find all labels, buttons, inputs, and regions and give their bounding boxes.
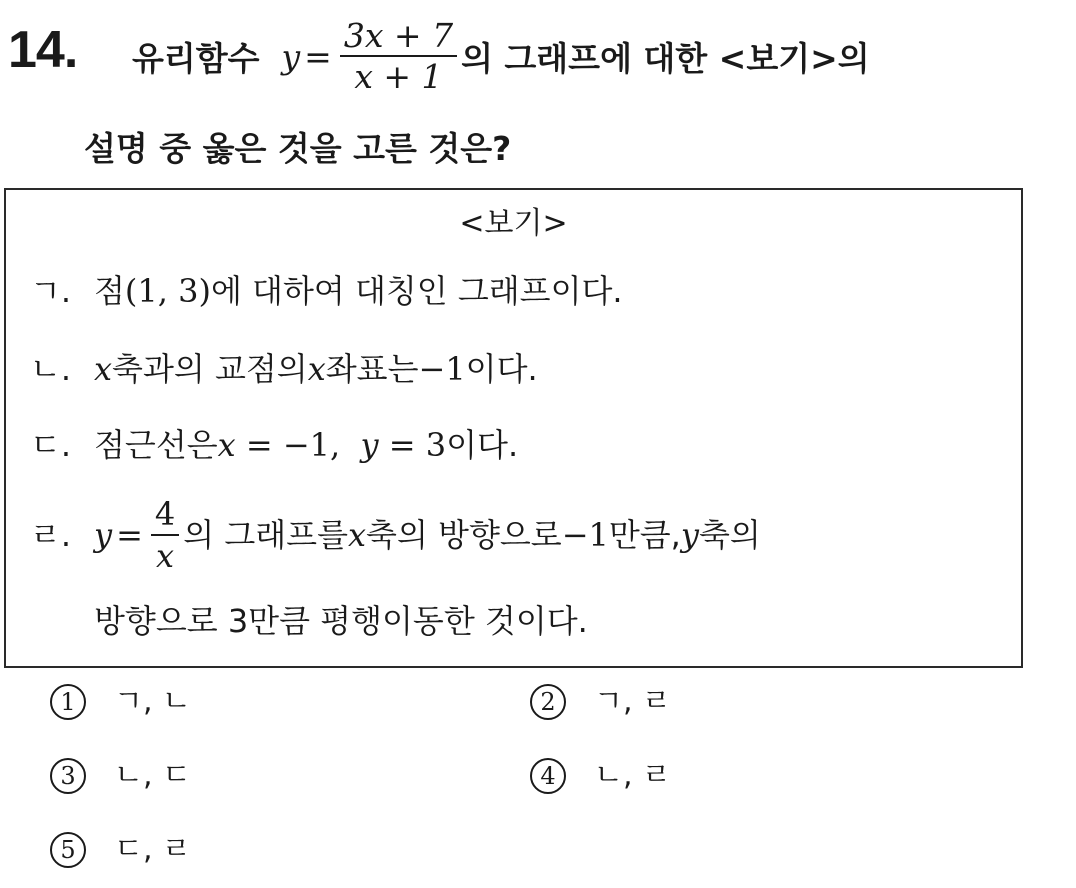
function-equals: = bbox=[304, 36, 332, 76]
choice-2[interactable] bbox=[530, 682, 671, 722]
choice-3[interactable] bbox=[50, 756, 191, 796]
item-math: y bbox=[680, 516, 699, 554]
bogi-box bbox=[4, 188, 1023, 668]
choice-number: 3 bbox=[50, 758, 86, 794]
bogi-item-1 bbox=[30, 268, 623, 314]
item-text: 의 그래프를 bbox=[183, 516, 348, 554]
item-math: −1 bbox=[561, 516, 609, 554]
function-denominator: x + 1 bbox=[354, 57, 443, 96]
item-fraction bbox=[151, 494, 179, 576]
item-text: 축의 방향으로 bbox=[366, 516, 562, 554]
choice-number: 5 bbox=[50, 832, 86, 868]
item-math: (1, 3) bbox=[124, 272, 211, 310]
item-marker: ㄴ. bbox=[30, 350, 72, 388]
bogi-item-4 bbox=[30, 494, 761, 576]
fraction-denominator: x bbox=[156, 537, 175, 575]
item-math: = −1, bbox=[235, 426, 361, 464]
item-marker: ㄱ. bbox=[30, 272, 72, 310]
item-math: = 3 bbox=[378, 426, 447, 464]
item-text: 이다. bbox=[446, 426, 519, 464]
item-math: = bbox=[116, 516, 143, 554]
question-number: 14. bbox=[8, 21, 78, 79]
choice-label: ㄴ, ㄹ bbox=[594, 758, 672, 793]
stem-prefix: 유리함수 bbox=[132, 38, 260, 78]
item-math: y bbox=[360, 426, 379, 464]
item-math: −1 bbox=[418, 350, 466, 388]
stem-suffix: 의 그래프에 대한 <보기>의 bbox=[461, 38, 870, 78]
item-text: 만큼, bbox=[608, 516, 681, 554]
item-math: x bbox=[307, 350, 326, 388]
item-text: 좌표는 bbox=[325, 350, 419, 388]
choice-number: 1 bbox=[50, 684, 86, 720]
choice-4[interactable] bbox=[530, 756, 671, 796]
bogi-item-4-line2: 방향으로 3만큼 평행이동한 것이다. bbox=[94, 602, 588, 640]
item-marker: ㄹ. bbox=[30, 516, 72, 554]
fraction-numerator: 4 bbox=[154, 495, 176, 533]
question-stem-line1 bbox=[132, 6, 870, 106]
question-stem-line2: 설명 중 옳은 것을 고른 것은? bbox=[84, 129, 512, 168]
bogi-item-3 bbox=[30, 422, 518, 468]
choice-1[interactable] bbox=[50, 682, 191, 722]
item-math: x bbox=[94, 350, 113, 388]
item-marker: ㄷ. bbox=[30, 426, 72, 464]
choice-label: ㄱ, ㄹ bbox=[594, 684, 672, 719]
choice-label: ㄴ, ㄷ bbox=[114, 758, 192, 793]
choice-number: 4 bbox=[530, 758, 566, 794]
item-text: 에 대하여 대칭인 그래프이다. bbox=[210, 272, 623, 310]
function-lhs: y bbox=[281, 36, 301, 76]
item-text: 축의 bbox=[698, 516, 761, 554]
item-math: y bbox=[94, 516, 113, 554]
item-text: 이다. bbox=[465, 350, 538, 388]
function-numerator: 3x + 7 bbox=[343, 16, 454, 55]
choice-label: ㄱ, ㄴ bbox=[114, 684, 192, 719]
choice-5[interactable] bbox=[50, 830, 191, 870]
item-text: 점 bbox=[94, 272, 125, 310]
bogi-item-2 bbox=[30, 346, 538, 392]
bogi-title: <보기> bbox=[459, 206, 568, 241]
choice-number: 2 bbox=[530, 684, 566, 720]
question-header bbox=[8, 6, 1068, 168]
item-text: 점근선은 bbox=[94, 426, 218, 464]
function-fraction bbox=[340, 16, 457, 96]
item-math: x bbox=[217, 426, 236, 464]
item-math: x bbox=[347, 516, 367, 554]
item-text: 축과의 교점의 bbox=[112, 350, 308, 388]
choice-label: ㄷ, ㄹ bbox=[114, 832, 192, 867]
